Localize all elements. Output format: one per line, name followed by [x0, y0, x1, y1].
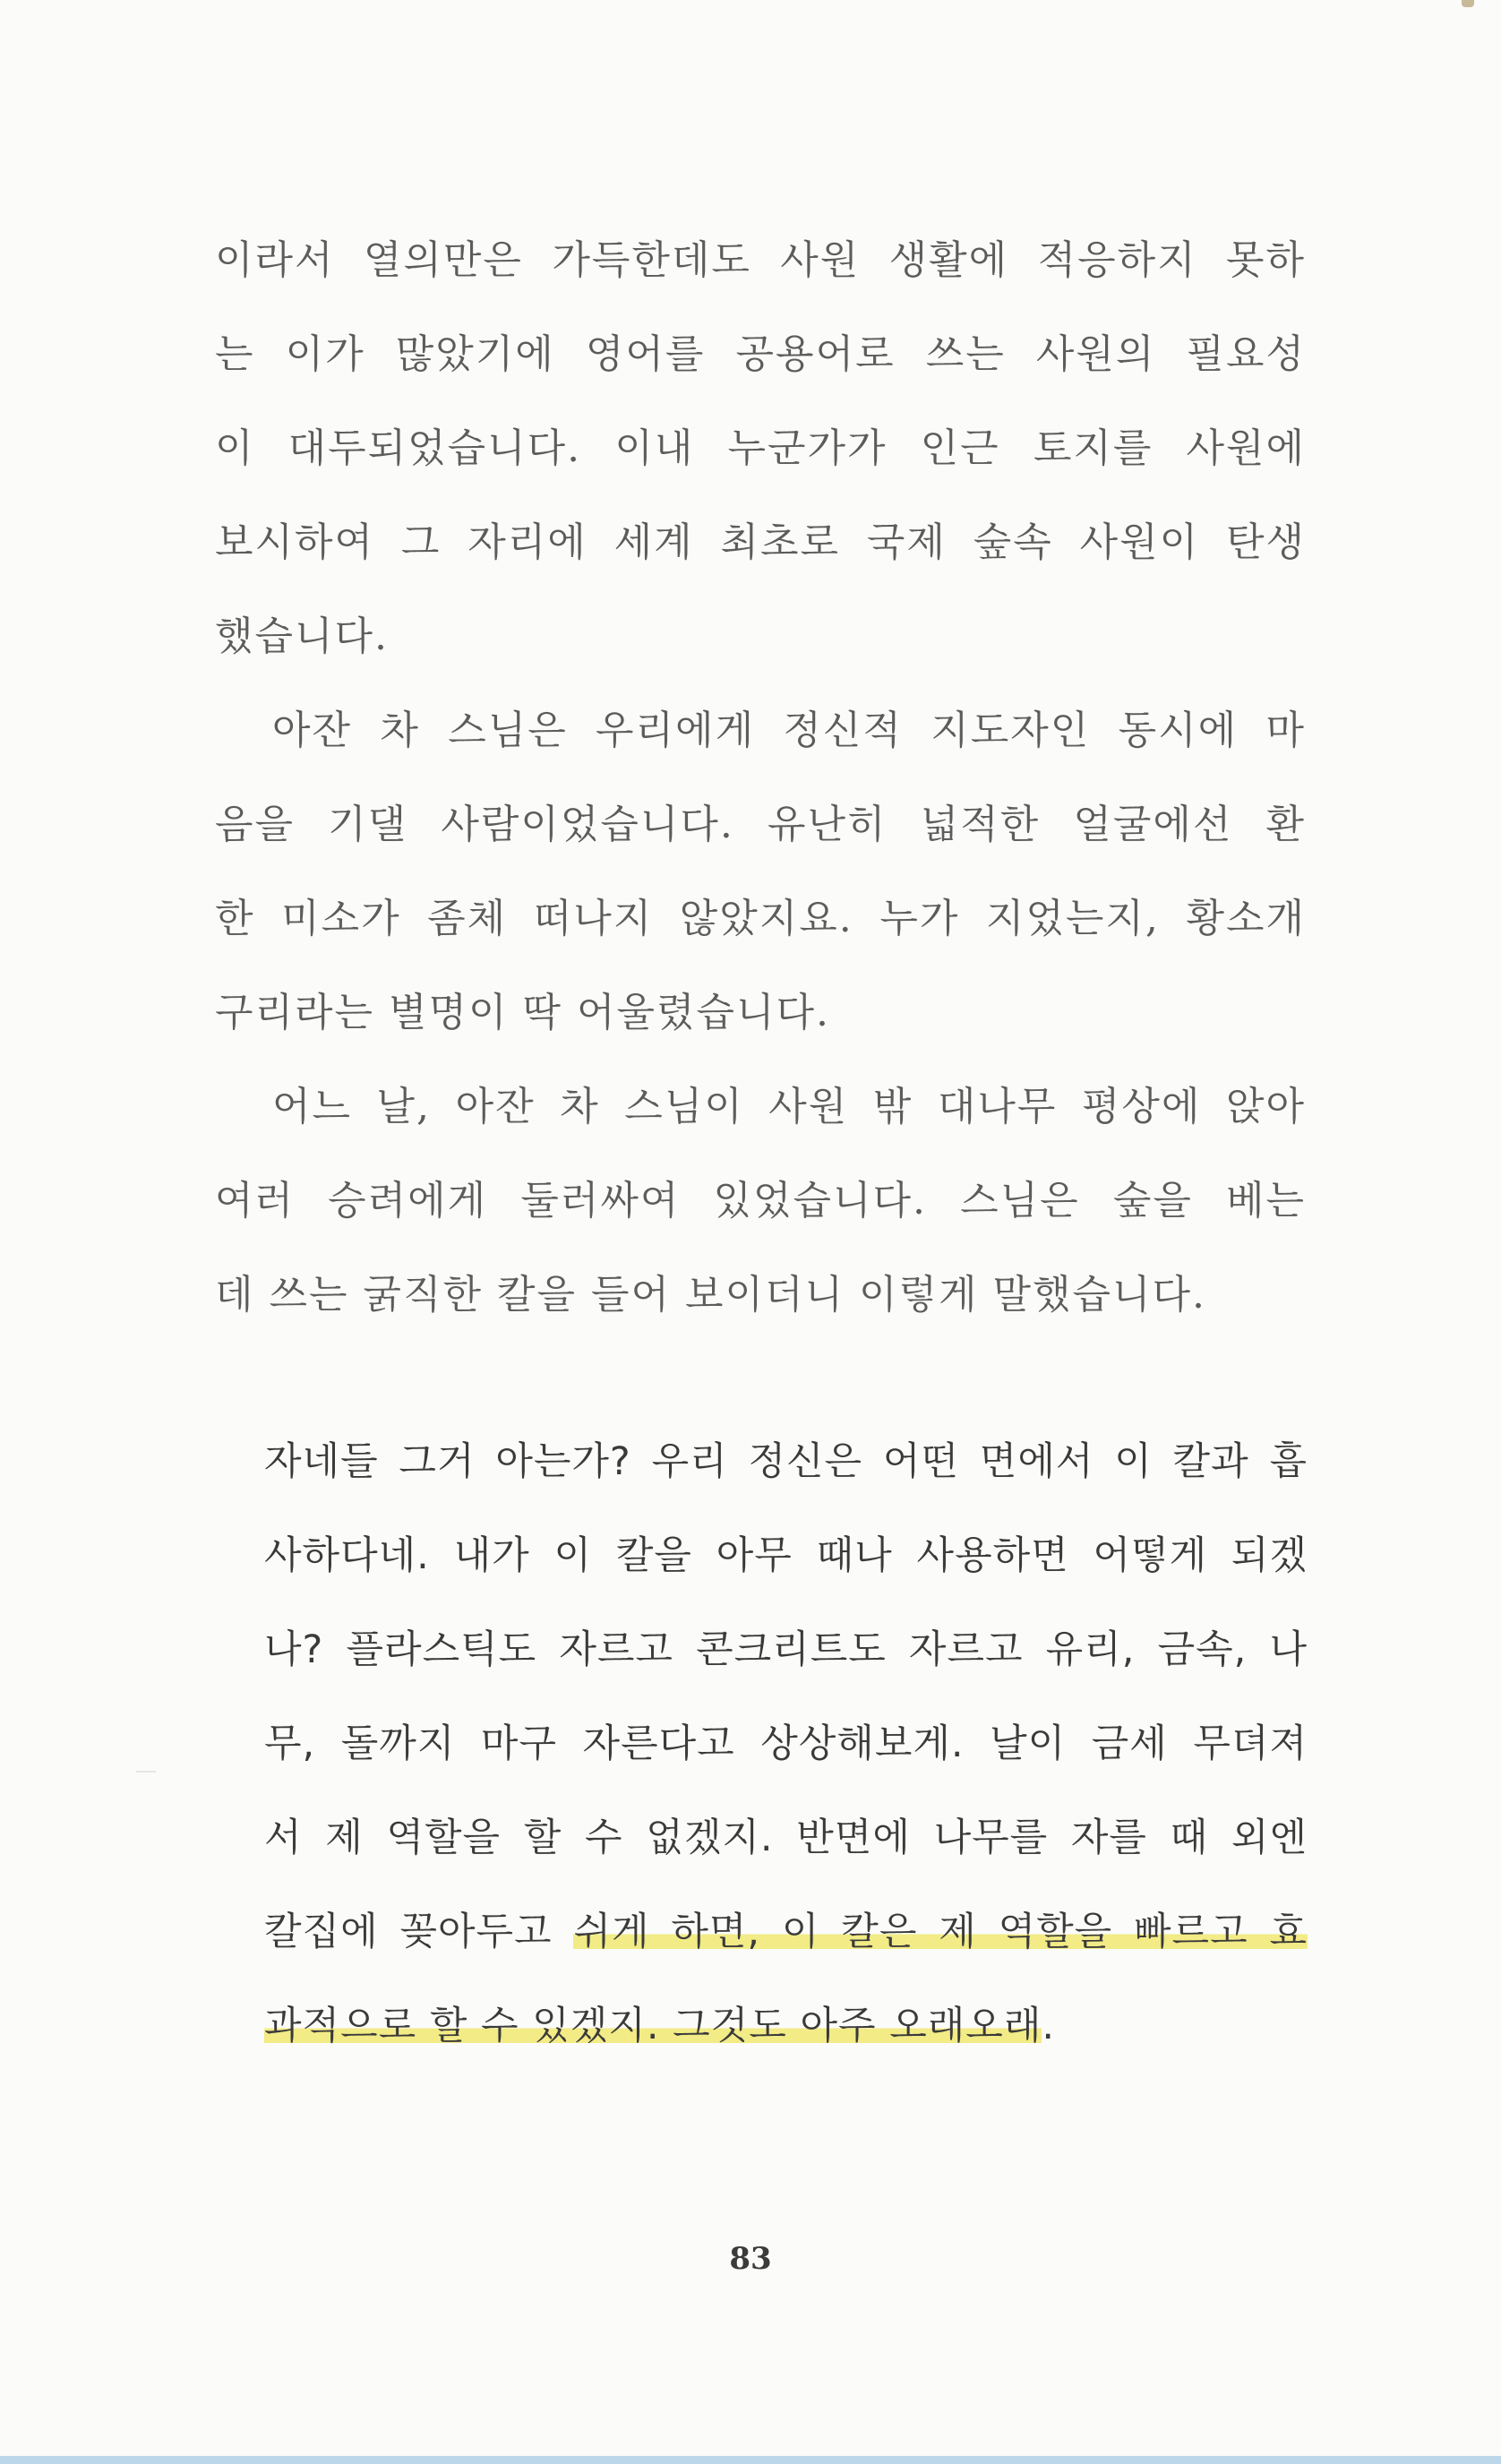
text-line: 구리라는 별명이 딱 어울렸습니다.	[215, 990, 830, 1035]
text-line: 했습니다.	[215, 614, 390, 659]
text-line: 아잔 차 스님은 우리에게 정신적 지도자인 동시에 마	[272, 708, 1306, 753]
text-line: 음을 기댈 사람이었습니다. 유난히 넓적한 얼굴에선 환	[215, 802, 1306, 847]
page-number: 83	[729, 2241, 772, 2277]
quote-line: 나? 플라스틱도 자르고 콘크리트도 자르고 유리, 금속, 나	[264, 1627, 1308, 1672]
quote-line: 자네들 그거 아는가? 우리 정신은 어떤 면에서 이 칼과 흡	[264, 1439, 1308, 1484]
text-line: 보시하여 그 자리에 세계 최초로 국제 숲속 사원이 탄생	[215, 519, 1306, 565]
narrative-text	[215, 213, 1306, 1342]
text-line: 이라서 열의만은 가득한데도 사원 생활에 적응하지 못하	[215, 237, 1306, 283]
margin-scan-mark	[136, 1771, 156, 1773]
text-line: 데 쓰는 굵직한 칼을 들어 보이더니 이렇게 말했습니다.	[215, 1272, 1206, 1318]
quote-text: .	[1042, 2004, 1056, 2048]
page-corner-mark	[1462, 0, 1474, 7]
text-line: 는 이가 많았기에 영어를 공용어로 쓰는 사원의 필요성	[215, 331, 1306, 377]
quote-line: 사하다네. 내가 이 칼을 아무 때나 사용하면 어떻게 되겠	[264, 1533, 1308, 1578]
quote-text: 칼집에 꽂아두고	[264, 1910, 574, 1954]
quote-line: 서 제 역할을 할 수 없겠지. 반면에 나무를 자를 때 외엔	[264, 1816, 1308, 1860]
page-bottom-edge	[0, 2456, 1501, 2464]
quote-line	[264, 1979, 1308, 2073]
highlighted-text: 쉬게 하면, 이 칼은 제 역할을 빠르고 효	[573, 1910, 1308, 1954]
text-line: 여러 승려에게 둘러싸여 있었습니다. 스님은 숲을 베는	[215, 1178, 1306, 1223]
highlighted-text: 과적으로 할 수 있겠지. 그것도 아주 오래오래	[264, 2004, 1042, 2048]
text-line: 한 미소가 좀체 떠나지 않았지요. 누가 지었는지, 황소개	[215, 896, 1306, 941]
text-line: 어느 날, 아잔 차 스님이 사원 밖 대나무 평상에 앉아	[272, 1084, 1306, 1129]
quoted-speech	[264, 1415, 1308, 2073]
text-line: 이 대두되었습니다. 이내 누군가가 인근 토지를 사원에	[215, 425, 1306, 471]
quote-line: 무, 돌까지 마구 자른다고 상상해보게. 날이 금세 무뎌져	[264, 1721, 1308, 1766]
quote-line	[264, 1885, 1308, 1979]
